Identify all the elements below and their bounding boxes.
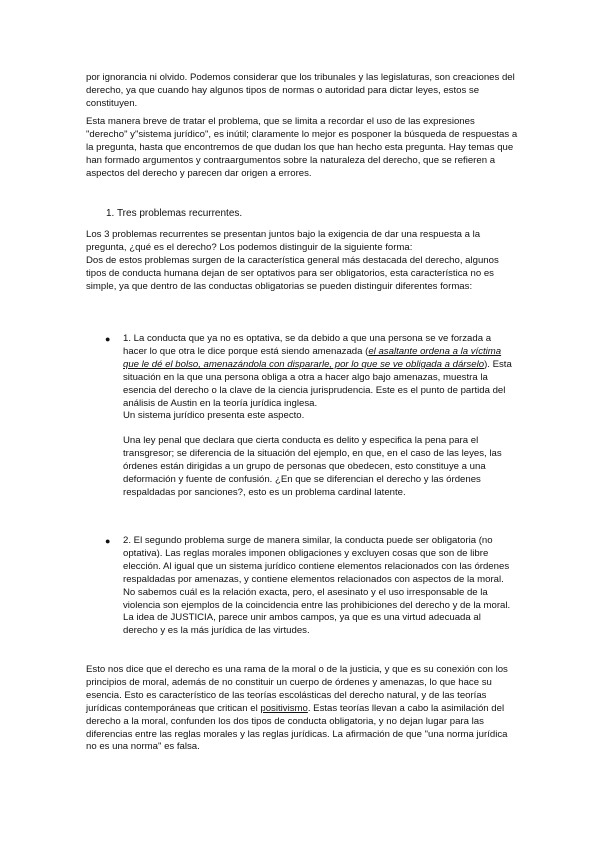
paragraph-expressions: Esta manera breve de tratar el problema, que se limita a recordar el uso de las expresiones "derecho" y"sistema jurídico", es inútil; claramente lo mejor es posponer la búsqueda de respuestas a la pregunta, hasta que encontremos de que dudan los que han hecho esta pregunta. Hay temas que han formado argumentos y contraargumentos sobre la naturaleza del derecho, que se refieren a aspectos del derecho y parecen dar origen a errores.	[86, 116, 518, 179]
problem-1-line2: Un sistema jurídico presenta este aspecto.	[123, 410, 305, 422]
problem-1-intro: 1. La conducta que ya no es optativa, se da debido a que una persona se ve forzada a hacer lo que otra le dice porque está siendo amenazada (	[123, 333, 492, 357]
list-item-problem-1	[107, 333, 517, 500]
problem-1-example: el asaltante ordena a la víctima que le dé el bolso, amenazándola con dispararle, por lo que se ve obligada a dárselo	[123, 345, 502, 370]
paragraph-three-problems: Los 3 problemas recurrentes se presentan juntos bajo la exigencia de dar una respuesta a la pregunta, ¿qué es el derecho? Los podemos distinguir de la siguiente forma:	[86, 229, 481, 253]
positivismo-link[interactable]: positivismo	[260, 702, 308, 714]
paragraph-two-problems: Dos de estos problemas surgen de la característica general más destacada del derecho, algunos tipos de conducta humana dejan de ser optativos para ser obligatorios, esta característica no es simple, ya que dentro de las conductas obligatorias se pueden distinguir diferentes formas:	[86, 255, 499, 292]
bullet-icon: ●	[105, 536, 111, 546]
section-heading: 1. Tres problemas recurrentes.	[106, 208, 243, 219]
problem-1-text	[123, 333, 517, 410]
problem-2-text: 2. El segundo problema surge de manera similar, la conducta puede ser obligatoria (no optativa). Las reglas morales imponen obligaciones y excluyen cosas que son de libre elección. Al igual que un sistema jurídico contiene elementos relacionados con las órdenes respaldadas por amenazas, y contiene elementos relacionados con aspectos de la moral. No sabemos cuál es la relación exacta, pero, el asesinato y el uso irresponsable de la violencia son ejemplos de la coincidencia entre las prohibiciones del derecho y de la moral. La idea de JUSTICIA, parece unir ambos campos, ya que es una virtud adecuada al derecho y es la más jurídica de las virtudes.	[123, 535, 511, 637]
bullet-icon: ●	[105, 334, 111, 344]
problem-1-paragraph2: Una ley penal que declara que cierta conducta es delito y especifica la pena para el transgresor; se diferencia de la situación del ejemplo, en que, en el caso de las leyes, las órdenes están dirigidas a un grupo de personas que obedecen, esto constituye a una deformación y fuente de confusión. ¿En que se diferencian el derecho y las órdenes respaldadas por sanciones?, esto es un problema cardinal latente.	[123, 435, 502, 498]
problem-1-rest: ). Esta situación en la que una persona obliga a otra a hacer algo bajo amenazas, muestra la esencia del derecho o la clave de la ciencia jurisprudencia. Este es el punto de partida del análisis de Austin en la teoría jurídica inglesa.	[123, 358, 512, 409]
list-item-problem-2	[107, 535, 517, 638]
paragraph-intro: por ignorancia ni olvido. Podemos considerar que los tribunales y las legislaturas, son creaciones del derecho, ya que cuando hay algunos tipos de normas o autoridad para dictar leyes, estos se constituyen.	[86, 72, 515, 109]
paragraph-conclusion: Esto nos dice que el derecho es una rama de la moral o de la justicia, y que es su conexión con los principios de moral, además de no constituir un cuerpo de órdenes y amenazas, lo que hace su esencia. Esto es característico de las teorías escolásticas del derecho natural, y de las teorías jurídicas contemporáneas que critican el positivismo. Estas teorías llevan a cabo la asimilación del derecho a la moral, confunden los dos tipos de conducta obligatoria, y no dejan lugar para las diferencias entre las reglas morales y las reglas jurídicas. La afirmación de que "una norma jurídica no es una norma" es falsa.	[86, 664, 508, 753]
